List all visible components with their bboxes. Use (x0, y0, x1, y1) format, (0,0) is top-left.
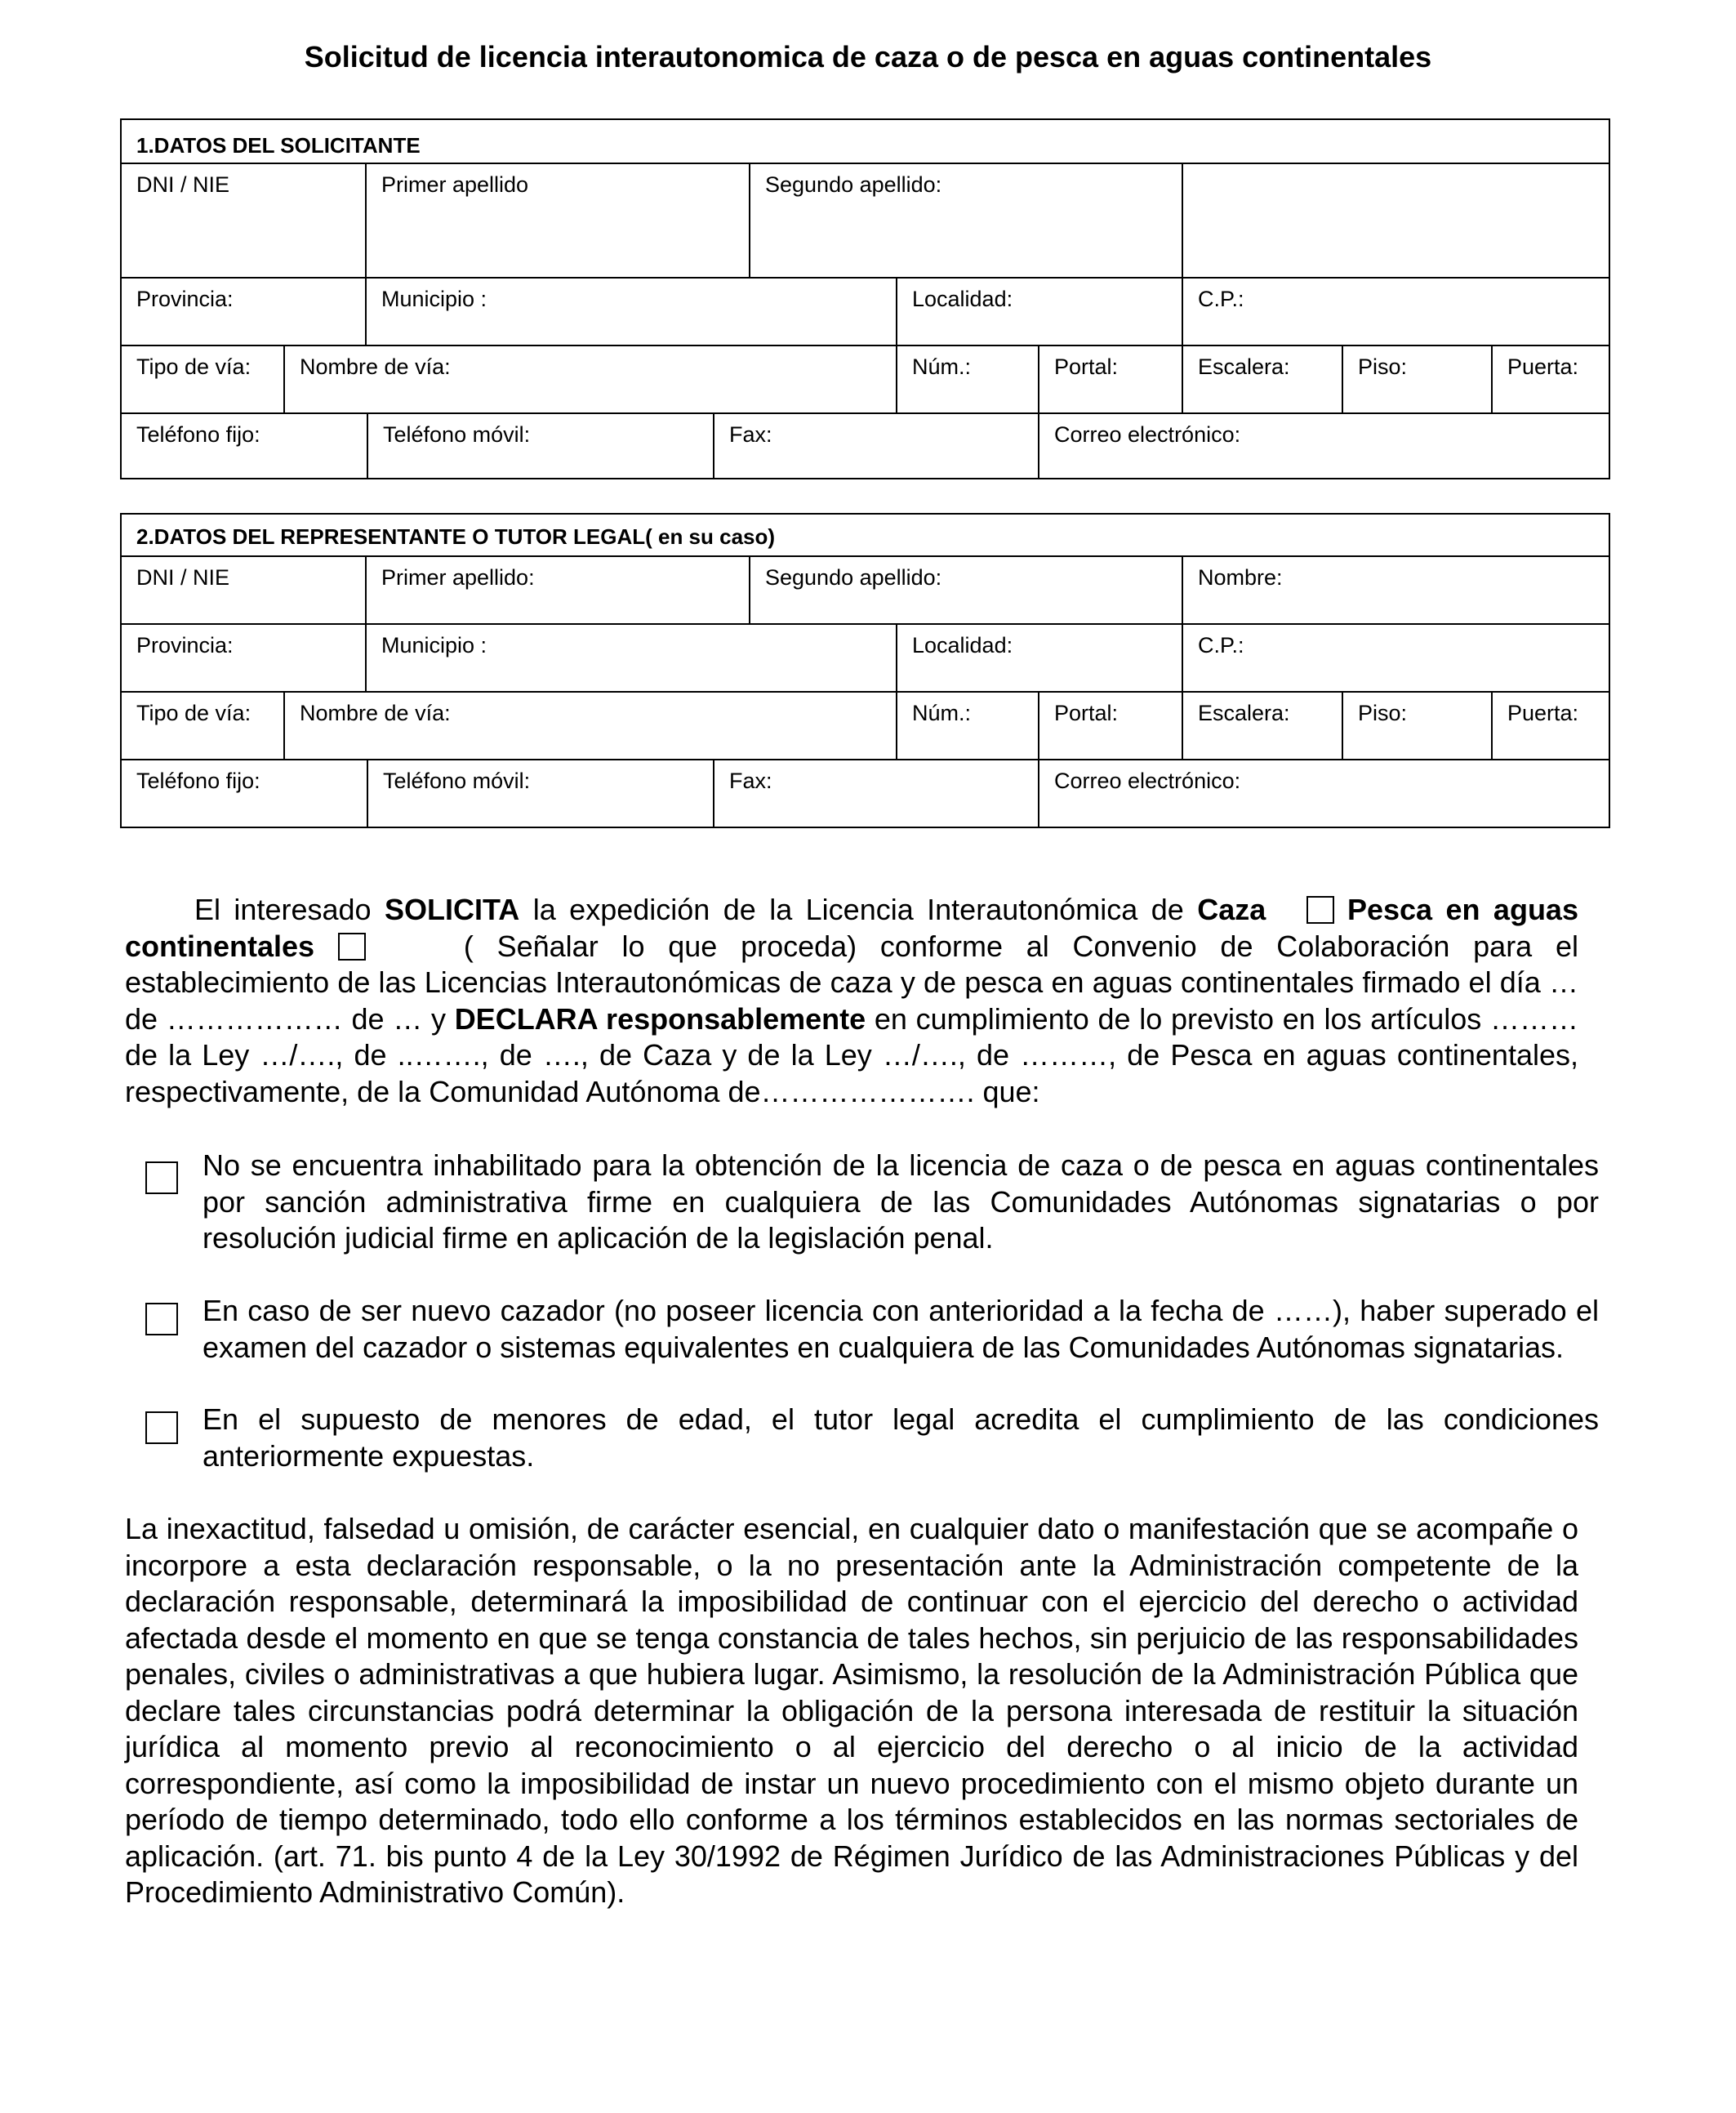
municipality-field[interactable]: Municipio : (365, 625, 896, 691)
door-field[interactable]: Puerta: (1491, 346, 1609, 412)
second-surname-field[interactable]: Segundo apellido: (749, 164, 1182, 277)
postal-code-field[interactable]: C.P.: (1182, 625, 1609, 691)
staircase-field[interactable]: Escalera: (1182, 346, 1342, 412)
caza-label: Caza (1197, 893, 1266, 926)
floor-field[interactable]: Piso: (1342, 346, 1491, 412)
page-title: Solicitud de licencia interautonomica de caza o de pesca en aguas continentales (304, 40, 1432, 74)
door-field[interactable]: Puerta: (1491, 693, 1609, 759)
form-row (122, 163, 1609, 277)
postal-code-field[interactable]: C.P.: (1182, 279, 1609, 345)
declaration-item-1: No se encuentra inhabilitado para la obtención de la licencia de caza o de pesca en aguas continentales por sanción administrativa firme en cualquiera de las Comunidades Autónomas signatarias o por resolución judicial firme en aplicación de la legislación penal. (203, 1148, 1599, 1255)
dni-field[interactable]: DNI / NIE (136, 565, 230, 590)
pesca-checkbox[interactable] (338, 933, 366, 961)
declaration-checkbox-3[interactable] (145, 1411, 178, 1444)
section-heading-row (122, 515, 1609, 555)
mobile-field[interactable]: Teléfono móvil: (367, 760, 713, 827)
declaration-checkbox-2[interactable] (145, 1303, 178, 1335)
form-row (122, 345, 1609, 412)
applicant-data-form (120, 118, 1610, 479)
form-row (122, 691, 1609, 759)
dni-field[interactable]: DNI / NIE (136, 172, 230, 197)
request-text: El interesado (194, 893, 385, 926)
staircase-field[interactable]: Escalera: (1182, 693, 1342, 759)
number-field[interactable]: Núm.: (896, 693, 1038, 759)
portal-field[interactable]: Portal: (1038, 693, 1182, 759)
street-name-field[interactable]: Nombre de vía: (283, 346, 896, 412)
form-row (122, 555, 1609, 623)
number-field[interactable]: Núm.: (896, 346, 1038, 412)
section-heading-row (122, 120, 1609, 163)
form-row (122, 412, 1609, 478)
request-text: la expedición de la Licencia Interautonómica de (519, 893, 1198, 926)
street-type-field[interactable]: Tipo de vía: (136, 354, 251, 379)
email-field[interactable]: Correo electrónico: (1038, 760, 1609, 827)
form-row (122, 759, 1609, 827)
declaration-item-3: En el supuesto de menores de edad, el tutor legal acredita el cumplimiento de las condiciones anteriormente expuestas. (203, 1402, 1599, 1473)
portal-field[interactable]: Portal: (1038, 346, 1182, 412)
declaration-item-2: En caso de ser nuevo cazador (no poseer licencia con anterioridad a la fecha de ……), haber superado el examen del cazador o sistemas equivalentes en cualquiera de las Comunidades Autónomas signatarias. (203, 1294, 1599, 1364)
caza-checkbox[interactable] (1306, 896, 1334, 924)
municipality-field[interactable]: Municipio : (365, 279, 896, 345)
section-heading: 2.DATOS DEL REPRESENTANTE O TUTOR LEGAL( en su caso) (136, 524, 776, 549)
mobile-field[interactable]: Teléfono móvil: (367, 414, 713, 478)
request-text: ( Señalar lo que proceda) conforme al Convenio de Colaboración para el establecimiento de las Licencias Interautonómicas de caza y de pesca en aguas continentales firmado el día … de ……………… de … y (125, 929, 1578, 1036)
province-field[interactable]: Provincia: (136, 287, 234, 311)
street-type-field[interactable]: Tipo de vía: (136, 701, 251, 725)
fax-field[interactable]: Fax: (713, 760, 1038, 827)
form-row (122, 277, 1609, 345)
name-field[interactable]: Nombre: (1182, 557, 1609, 623)
legal-notice: La inexactitud, falsedad u omisión, de carácter esencial, en cualquier dato o manifestación que se acompañe o incorpore a esta declaración responsable, o la no presentación ante la Administración competente de la declaración responsable, determinará la imposibilidad de continuar con el ejercicio del derecho o actividad afectada desde el momento en que se tenga constancia de tales hechos, sin perjuicio de las responsabilidades penales, civiles o administrativas a que hubiera lugar. Asimismo, la resolución de la Administración Pública que declare tales circunstancias podrá determinar la obligación de la persona interesada de restituir la situación jurídica al momento previo al reconocimiento o al ejercicio del derecho o al inicio de la actividad correspondiente, así como la imposibilidad de instar un nuevo procedimiento con el mismo objeto durante un período de tiempo determinado, todo ello conforme a los términos establecidos en las normas sectoriales de aplicación. (art. 71. bis punto 4 de la Ley 30/1992 de Régimen Jurídico de las Administraciones Públicas y del Procedimiento Administrativo Común). (125, 1512, 1578, 1909)
locality-field[interactable]: Localidad: (896, 279, 1182, 345)
pesca-label: Pesca en aguas continentales (125, 893, 1578, 963)
request-paragraph (125, 892, 1578, 1110)
locality-field[interactable]: Localidad: (896, 625, 1182, 691)
section-heading: 1.DATOS DEL SOLICITANTE (136, 133, 421, 158)
name-field[interactable] (1182, 164, 1609, 277)
email-field[interactable]: Correo electrónico: (1038, 414, 1609, 478)
landline-field[interactable]: Teléfono fijo: (136, 422, 260, 447)
declaration-checkbox-1[interactable] (145, 1161, 178, 1194)
first-surname-field[interactable]: Primer apellido: (365, 557, 749, 623)
province-field[interactable]: Provincia: (136, 633, 234, 658)
fax-field[interactable]: Fax: (713, 414, 1038, 478)
floor-field[interactable]: Piso: (1342, 693, 1491, 759)
solicita-keyword: SOLICITA (384, 893, 520, 926)
request-text: en cumplimiento de lo previsto en los artículos ……… de la Ley …/…., de ..……., de …., de Caza y de la Ley …/…., de ………, de Pesca en aguas continentales, respectivamente, de la Comunidad Autónoma de…………………. que: (125, 1001, 1579, 1108)
declara-keyword: DECLARA responsablemente (454, 1001, 866, 1036)
landline-field[interactable]: Teléfono fijo: (136, 769, 260, 793)
form-row (122, 623, 1609, 691)
representative-data-form (120, 513, 1610, 828)
first-surname-field[interactable]: Primer apellido (365, 164, 749, 277)
second-surname-field[interactable]: Segundo apellido: (749, 557, 1182, 623)
street-name-field[interactable]: Nombre de vía: (283, 693, 896, 759)
